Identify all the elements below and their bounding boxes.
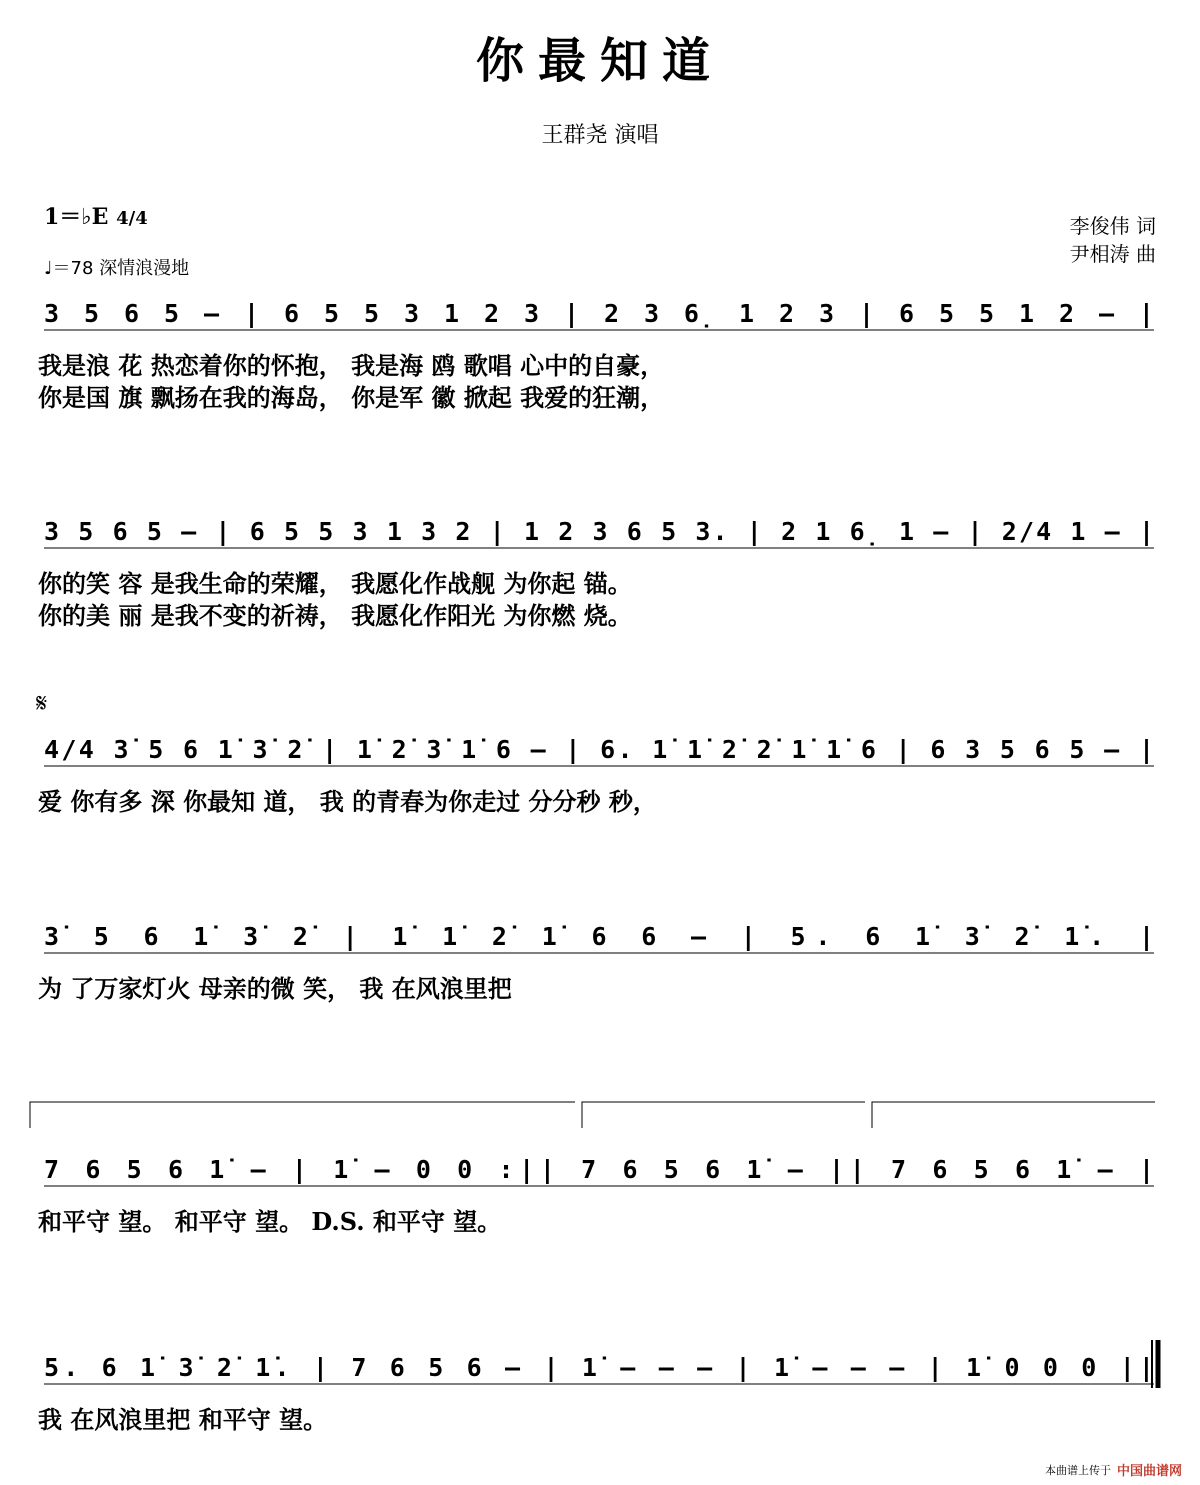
lyricist-credit: 李俊伟 词: [1069, 214, 1156, 238]
volta-bracket: [872, 1102, 1155, 1128]
notation-row: 3 5 6 5 – | 6 5 5 3 1 2 3 | 2 3 6̣ 1 2 3 | 6 5 5 1 2 – |: [44, 299, 1154, 328]
lyric-line: 我是浪 花 热恋着你的怀抱， 我是海 鸥 歌唱 心中的自豪，: [38, 351, 665, 380]
lyric-line: 为 了万家灯火 母亲的微 笑， 我 在风浪里把: [38, 974, 512, 1003]
volta-bracket: [582, 1102, 865, 1128]
singer-credit: 王群尧 演唱: [541, 123, 659, 148]
key-label: 1＝♭E: [44, 204, 109, 230]
notation-row: 3 5 6 5 – | 6 5 5 3 1 3 2 | 1 2 3 6 5 3. | 2 1 6̣ 1 – | 2/4 1 – |: [44, 517, 1154, 546]
lyric-line: 你是国 旗 飘扬在我的海岛， 你是军 徽 掀起 我爱的狂潮，: [38, 383, 665, 412]
song-title: 你最知道: [475, 33, 724, 89]
composer-credit: 尹相涛 曲: [1069, 242, 1156, 266]
lyric-line: 我 在风浪里把 和平守 望。: [38, 1405, 328, 1434]
notation-row: 7 6 5 6 1̇ – | 1̇ – 0 0 :|| 7 6 5 6 1̇ – || 7 6 5 6 1̇ – |: [44, 1155, 1154, 1184]
time-signature: 4/4: [116, 208, 148, 229]
notation-row: 4/4 3̇ 5 6 1̇ 3̇ 2̇ | 1̇ 2̇ 3̇ 1̇ 6 – | 6. 1̇ 1̇ 2̇ 2̇ 1̇ 1̇ 6 | 6 3 5 6 5 – |: [44, 735, 1154, 764]
notation-row: 3̇ 5 6 1̇ 3̇ 2̇ | 1̇ 1̇ 2̇ 1̇ 6 6 – | 5. 6 1̇ 3̇ 2̇ 1̇. |: [44, 922, 1155, 951]
tempo-marking: ♩＝78 深情浪漫地: [44, 258, 190, 279]
notation-row: 5. 6 1̇ 3̇ 2̇ 1̇. | 7 6 5 6 – | 1̇ – – – | 1̇ – – – | 1̇ 0 0 0 ||: [44, 1353, 1154, 1382]
footer: [1045, 1460, 1182, 1479]
lyric-line: 和平守 望。 和平守 望。 D.S. 和平守 望。: [38, 1207, 502, 1236]
lyric-line: 爱 你有多 深 你最知 道， 我 的青春为你走过 分分秒 秒，: [38, 787, 657, 816]
volta-bracket: [30, 1102, 575, 1128]
lyric-line: 你的美 丽 是我不变的祈祷， 我愿化作阳光 为你燃 烧。: [38, 601, 632, 630]
site-logo: 中国曲谱网: [1116, 1464, 1182, 1479]
footer-upload-text: 本曲谱上传于: [1044, 1463, 1111, 1477]
lyric-line: 你的笑 容 是我生命的荣耀， 我愿化作战舰 为你起 锚。: [38, 569, 632, 598]
segno-sign: 𝄋: [36, 689, 48, 719]
